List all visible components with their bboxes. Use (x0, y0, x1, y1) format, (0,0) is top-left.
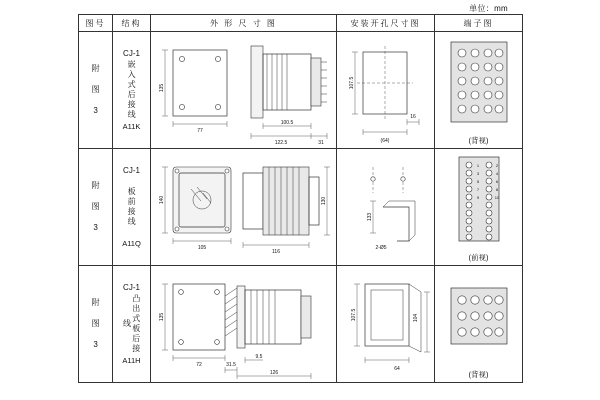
unit-note: 单位：mm (469, 4, 508, 13)
svg-text:130: 130 (321, 196, 327, 206)
structure-model-1: CJ-1 (123, 49, 140, 58)
svg-text:3: 3 (476, 171, 480, 176)
terminal-caption-3: (背视) (468, 370, 489, 379)
svg-text:105: 105 (197, 245, 207, 251)
terminal-cell-1 (435, 32, 523, 149)
svg-text:135: 135 (159, 312, 165, 322)
header-terminal: 端子图 (435, 15, 523, 32)
svg-text:31: 31 (318, 140, 324, 146)
svg-text:7: 7 (476, 187, 480, 192)
svg-text:6: 6 (495, 179, 499, 184)
structure-cell-1 (113, 32, 151, 149)
svg-text:126: 126 (269, 370, 279, 376)
svg-text:64: 64 (394, 366, 400, 372)
structure-code-3: A11H (122, 356, 141, 365)
svg-text:104: 104 (413, 313, 419, 323)
svg-text:8: 8 (495, 187, 499, 192)
mounting-drawing-3 (337, 266, 435, 382)
terminal-drawing-3 (435, 266, 523, 370)
outline-drawing-2 (151, 149, 337, 265)
structure-desc-2: 板前接线 (127, 187, 137, 227)
svg-text:107.5: 107.5 (351, 308, 357, 322)
terminal-drawing-1 (435, 32, 523, 136)
svg-text:1: 1 (476, 163, 480, 168)
structure-cell-2 (113, 149, 151, 266)
header-structure: 结构 (113, 15, 151, 32)
structure-model-2: CJ-1 (123, 166, 140, 175)
outline-cell-3 (151, 266, 337, 383)
fig-no-label-2: 附 图 3 (91, 180, 101, 234)
fig-no-cell-1 (79, 32, 113, 149)
svg-text:2-Ø5: 2-Ø5 (375, 245, 387, 251)
fig-no-label-3: 附 图 3 (91, 297, 101, 351)
svg-text:16: 16 (410, 114, 416, 120)
table-row (79, 32, 523, 149)
mounting-drawing-2 (337, 149, 435, 265)
fig-no-label-1: 附 图 3 (91, 63, 101, 117)
outline-drawing-1 (151, 32, 337, 148)
outline-cell-1 (151, 32, 337, 149)
svg-text:100.5: 100.5 (280, 120, 294, 126)
svg-text:5: 5 (476, 179, 480, 184)
svg-text:107.5: 107.5 (349, 76, 355, 90)
mounting-drawing-1 (337, 32, 435, 148)
structure-desc-3: 凸出式板后接线 (122, 294, 141, 354)
terminal-cell-2 (435, 149, 523, 266)
structure-cell-3 (113, 266, 151, 383)
structure-desc-1: 嵌入式后接线 (127, 60, 137, 120)
mounting-cell-1 (337, 32, 435, 149)
header-mounting: 安装开孔尺寸图 (337, 15, 435, 32)
svg-text:4: 4 (495, 171, 499, 176)
header-outline: 外 形 尺 寸 图 (151, 15, 337, 32)
fig-no-cell-2 (79, 149, 113, 266)
fig-no-cell-3 (79, 266, 113, 383)
svg-text:72: 72 (196, 362, 202, 368)
svg-text:2: 2 (495, 163, 499, 168)
terminal-caption-1: (背视) (468, 136, 489, 145)
structure-code-2: A11Q (122, 239, 141, 248)
mounting-cell-3 (337, 266, 435, 383)
svg-text:10: 10 (494, 195, 500, 200)
svg-text:133: 133 (367, 212, 373, 222)
table-row (79, 149, 523, 266)
svg-text:31.5: 31.5 (226, 362, 236, 368)
svg-text:9: 9 (476, 195, 480, 200)
svg-text:116: 116 (272, 249, 280, 255)
structure-code-1: A11K (122, 122, 141, 131)
svg-text:140: 140 (159, 195, 165, 205)
terminal-drawing-2 (435, 149, 523, 253)
outline-cell-2 (151, 149, 337, 266)
mounting-cell-2 (337, 149, 435, 266)
svg-text:135: 135 (159, 83, 165, 93)
table-row (79, 266, 523, 383)
terminal-caption-2: (前视) (468, 253, 489, 262)
outline-drawing-3 (151, 266, 337, 382)
spec-table (78, 14, 523, 383)
svg-text:77: 77 (197, 128, 203, 134)
svg-text:9.5: 9.5 (255, 354, 263, 360)
table-header-row (79, 15, 523, 32)
svg-text:122.5: 122.5 (274, 140, 288, 146)
structure-model-3: CJ-1 (123, 283, 140, 292)
terminal-cell-3 (435, 266, 523, 383)
svg-text:(64): (64) (380, 138, 390, 144)
header-fig-no: 图号 (79, 15, 113, 32)
